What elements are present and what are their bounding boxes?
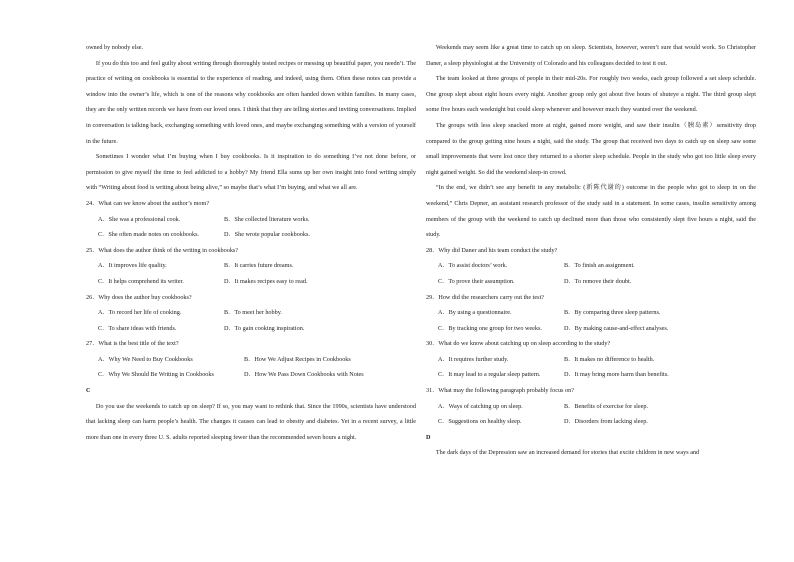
option-c: C．Suggestions on healthy sleep. [438, 418, 522, 426]
option-d: D．How We Pass Down Cookbooks with Notes [244, 371, 364, 379]
section-heading-c: C [86, 387, 91, 395]
option-c: C．It helps comprehend its writer. [98, 277, 184, 285]
option-b: B．Benefits of exercise for sleep. [564, 402, 649, 410]
paragraph: The groups with less sleep snacked more at night, gained more weight, and saw their insulin（胰岛素）sensitivity drop compared to the group getting nine hours a night, said the study. The group that received two days to catch up on sleep saw some small improvements that were lost once they returned to a shorter sleep schedule. People in the study who got too little sleep every night gained weight. So did the weekend sleep-in crowd. [426, 121, 756, 176]
question-28 [426, 243, 756, 290]
option-b: B．By comparing three sleep patterns. [564, 309, 661, 317]
paragraph: Sometimes I wonder what I’m buying when I buy cookbooks. Is it inspiration to do something I’ve not done before, or permission to give myself the time to feel addicted to a hobby? My friend Ella sums up her own insight into food writing simply with “Writing about food is writing about being alive,” so maybe that’s what I’m buying, and what we all are. [86, 153, 416, 192]
question-stem: 29．How did the researchers carry out the test? [426, 293, 545, 301]
option-a: A．By using a questionnaire. [438, 309, 512, 317]
option-a: A．Ways of catching up on sleep. [438, 402, 523, 410]
option-d: D．She wrote popular cookbooks. [224, 231, 310, 239]
option-d: D．It makes recipes easy to read. [224, 277, 308, 285]
option-c: C．By tracking one group for two weeks. [438, 324, 542, 332]
option-b: B．She collected literature works. [224, 215, 310, 223]
question-stem: 26．Why does the author buy cookbooks? [86, 293, 192, 301]
paragraph: The team looked at three groups of people in their mid-20s. For roughly two weeks, each group followed a set sleep schedule. One group slept about eight hours every night. Another group only got about five hours of shuteye a night. The third group slept some five hours each weeknight but could sleep whenever and however much they wanted over the weekend. [426, 75, 756, 114]
paragraph: “In the end, we didn’t see any benefit in any metabolic (新陈代谢的) outcome in the people who got to sleep in on the weekend,” Chris Depner, an assistant research professor of the study said in a statement. In some cases, insulin sensitivity among members of the group with the weekend to catch up declined more than those who consistently slept five hours a night, said the study. [426, 184, 756, 239]
option-a: A．It improves life quality. [98, 262, 167, 270]
option-a: A．To record her life of cooking. [98, 309, 182, 317]
question-stem: 24．What can we know about the author’s mom? [86, 199, 210, 207]
option-c: C．Why We Should Be Writing in Cookbooks [98, 371, 214, 379]
option-b: B．To finish an assignment. [564, 262, 635, 270]
option-c: C．To share ideas with friends. [98, 324, 177, 332]
option-a: A．She was a professional cook. [98, 215, 181, 223]
paragraph: Weekends may seem like a great time to catch up on sleep. Scientists, however, weren’t sure that would work. So Christopher Daner, a sleep physiologist at the University of Colorado and his colleagues decided to test it out. [426, 44, 756, 67]
question-27 [86, 336, 416, 383]
left-column [86, 40, 416, 445]
section-heading-d: D [426, 433, 431, 441]
question-stem: 28．Why did Daner and his team conduct the study? [426, 246, 558, 254]
option-d: D．Disorders from lacking sleep. [564, 418, 648, 426]
option-b: B．How We Adjust Recipes in Cookbooks [244, 355, 351, 363]
option-a: A．Why We Need to Buy Cookbooks [98, 355, 193, 363]
question-stem: 31．What may the following paragraph probably focus on? [426, 387, 574, 395]
option-d: D．By making cause-and-effect analyses. [564, 324, 669, 332]
option-d: D．It may bring more harm than benefits. [564, 371, 669, 379]
paragraph: Do you use the weekends to catch up on sleep? If so, you may want to rethink that. Since the 1990s, scientists have understood that lacking sleep can harm people’s health. The changes it causes can lead to obesity and diabetes. Yet in a recent survey, a little more than one in every three U. S. adults reported sleeping fewer than the recommended seven hours a night. [86, 402, 416, 441]
paragraph: The dark days of the Depression saw an increased demand for stories that excite children in new ways and [435, 449, 700, 457]
question-24 [86, 196, 416, 243]
question-31 [426, 383, 756, 430]
option-b: B．It makes no difference to health. [564, 355, 655, 363]
question-stem: 30．What do we know about catching up on sleep according to the study? [426, 340, 611, 348]
option-c: C．She often made notes on cookbooks. [98, 231, 200, 239]
option-b: B．To meet her hobby. [224, 309, 282, 317]
option-b: B．It carries future dreams. [224, 262, 294, 270]
option-a: A．It requires further study. [438, 355, 509, 363]
right-column [426, 40, 756, 461]
option-d: D．To gain cooking inspiration. [224, 324, 305, 332]
question-25 [86, 243, 416, 290]
question-29 [426, 290, 756, 337]
paragraph: If you do this too and feel guilty about writing through thoroughly tested recipes or messing up beautiful paper, you needn’t. The practice of writing on cookbooks is essential to the experience of reading, and indeed, using them. Often these notes can provide a window into the owner’s life, which is one of the reasons why cookbooks are often handed down within families. In many cases, they are the only written records we have from our loved ones. I think that they are telling stories and inviting conversations. Implied in conversation is talking back, exchanging something with loved ones, and maybe exchanging something with a version of yourself in the future. [86, 59, 416, 145]
question-stem: 25．What does the author think of the writing in cookbooks? [86, 246, 239, 254]
question-stem: 27．What is the best title of the text? [86, 340, 179, 348]
option-d: D．To remove their doubt. [564, 277, 632, 285]
question-30 [426, 336, 756, 383]
option-c: C．To prove their assumption. [438, 277, 515, 285]
question-26 [86, 290, 416, 337]
option-a: A．To assist doctors’ work. [438, 262, 508, 270]
option-c: C．It may lead to a regular sleep pattern. [438, 371, 541, 379]
paragraph: owned by nobody else. [86, 44, 144, 51]
